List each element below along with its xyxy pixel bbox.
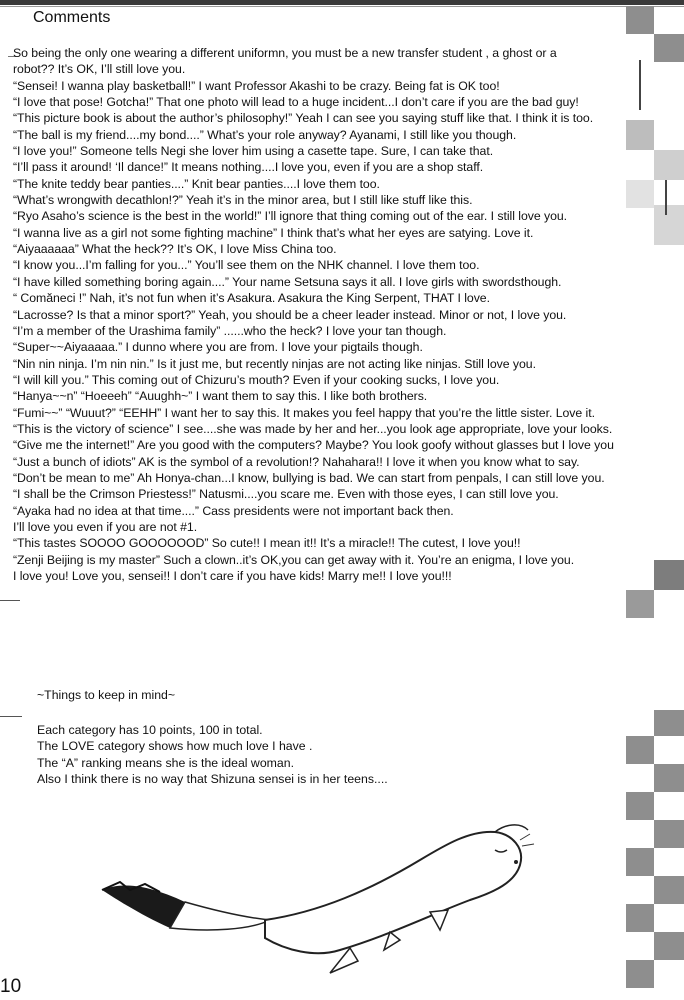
- comment-line: “Ryo Asaho’s science is the best in the world!” I’ll ignore that thing coming out of the ear. I still love you.: [13, 209, 568, 224]
- note-item: Also I think there is no way that Shizuna sensei is in her teens....: [37, 772, 388, 787]
- divider: [0, 716, 22, 717]
- comment-line: I’ll love you even if you are not #1.: [13, 519, 198, 534]
- comment-line: robot?? It’s OK, I’ll still love you.: [13, 62, 186, 77]
- comment-line: “I wanna live as a girl not some fighting machine” I think that’s what her eyes are satying. Love it.: [13, 225, 534, 240]
- note-item: Each category has 10 points, 100 in total.: [37, 723, 263, 737]
- comment-line: “Nin nin ninja. I’m nin nin.” Is it just me, but recently ninjas are not acting like ninjas. Still love you.: [13, 356, 536, 371]
- page-heading: Comments: [33, 9, 111, 26]
- comment-line: “Fumi~~” “Wuuut?” “EEHH” I want her to say this. It makes you feel happy that you’re the little sister. Love it.: [13, 405, 595, 420]
- comment-line: “Aiyaaaaaa” What the heck?? It’s OK, I love Miss China too.: [13, 242, 337, 257]
- comment-line: “I shall be the Crimson Priestess!” Natusmi....you scare me. Even with those eyes, I can still love you.: [13, 487, 559, 502]
- comment-line: “ Comăneci !” Nah, it’s not fun when it’s Asakura. Asakura the King Serpent, THAT I love.: [13, 291, 490, 306]
- comment-line: “Hanya~~n” “Hoeeeh” “Auughh~” I want them to say this. I like both brothers.: [13, 389, 428, 404]
- ferret-illustration: [100, 820, 540, 1000]
- comment-line: “I know you...I’m falling for you...” You’ll see them on the NHK channel. I love them too.: [13, 258, 480, 273]
- comment-line: “Lacrosse? Is that a minor sport?” Yeah, you should be a cheer leader instead. Minor or not, I love you.: [13, 307, 567, 322]
- top-border-thin: [0, 6, 684, 7]
- top-border: [0, 0, 684, 5]
- comment-line: “Don’t be mean to me” Ah Honya-chan...I know, bullying is bad. We can start from penpals, I can still love you.: [13, 470, 605, 485]
- note-item: The LOVE category shows how much love I have .: [37, 739, 313, 754]
- comment-line: “The knite teddy bear panties....” Knit bear panties....I love them too.: [13, 176, 380, 191]
- comment-line: So being the only one wearing a different uniformn, you must be a new transfer student , a ghost or a: [13, 46, 557, 60]
- comment-line: “Ayaka had no idea at that time....” Cass presidents were not important back then.: [13, 503, 454, 518]
- comment-line: “Sensei! I wanna play basketball!” I want Professor Akashi to be crazy. Being fat is OK too!: [13, 78, 500, 93]
- comment-line: “I love that pose! Gotcha!” That one photo will lead to a huge incident...I don’t care if you are the bad guy!: [13, 95, 579, 110]
- comment-line: “I will kill you.” This coming out of Chizuru’s mouth? Even if your cooking sucks, I love you.: [13, 372, 500, 387]
- note-item: The “A” ranking means she is the ideal woman.: [37, 755, 294, 770]
- comment-line: I love you! Love you, sensei!! I don’t care if you have kids! Marry me!! I love you!!!: [13, 569, 452, 583]
- comment-line: “I’ll pass it around! ‘Il dance!” It means nothing....I love you, even if you are a shop staff.: [13, 160, 484, 175]
- comment-line: “Just a bunch of idiots” AK is the symbol of a revolution!? Nahahara!! I love it when you know what to say.: [13, 454, 580, 469]
- comment-line: “This is the victory of science” I see....she was made by her and her...you look age appropriate, love your looks.: [13, 421, 613, 436]
- comments-list: [13, 45, 681, 584]
- notes-title: ~Things to keep in mind~: [37, 688, 176, 702]
- comment-line: “Give me the internet!” Are you good with the computers? Maybe? You look goofy without glasses but I love you: [13, 438, 614, 453]
- comment-line: “What’s wrongwith decathlon!?” Yeah it’s in the minor area, but I still like stuff like this.: [13, 193, 473, 208]
- divider: [0, 600, 20, 601]
- notes-list: [37, 722, 388, 788]
- comment-line: “I love you!” Someone tells Negi she lover him using a casette tape. Sure, I can take that.: [13, 144, 494, 159]
- comment-line: “I have killed something boring again....” Your name Setsuna says it all. I love girls with swordsthough.: [13, 274, 562, 289]
- comment-line: “I’m a member of the Urashima family” ......who the heck? I love your tan though.: [13, 323, 447, 338]
- comment-line: “Super~~Aiyaaaaa.” I dunno where you are from. I love your pigtails though.: [13, 340, 423, 355]
- comment-line: “This picture book is about the author’s philosophy!” Yeah I can see you saying stuff like that. I think it is too.: [13, 111, 594, 126]
- comment-line: “Zenji Beijing is my master” Such a clown..it’s OK,you can get away with it. You’re an enigma, I love you.: [13, 552, 575, 567]
- page-number: 10: [0, 976, 22, 997]
- comment-line: “This tastes SOOOO GOOOOOOD” So cute!! I mean it!! It’s a miracle!! The cutest, I love you!!: [13, 536, 521, 551]
- comment-line: “The ball is my friend....my bond....” What’s your role anyway? Ayanami, I still like you though.: [13, 127, 517, 142]
